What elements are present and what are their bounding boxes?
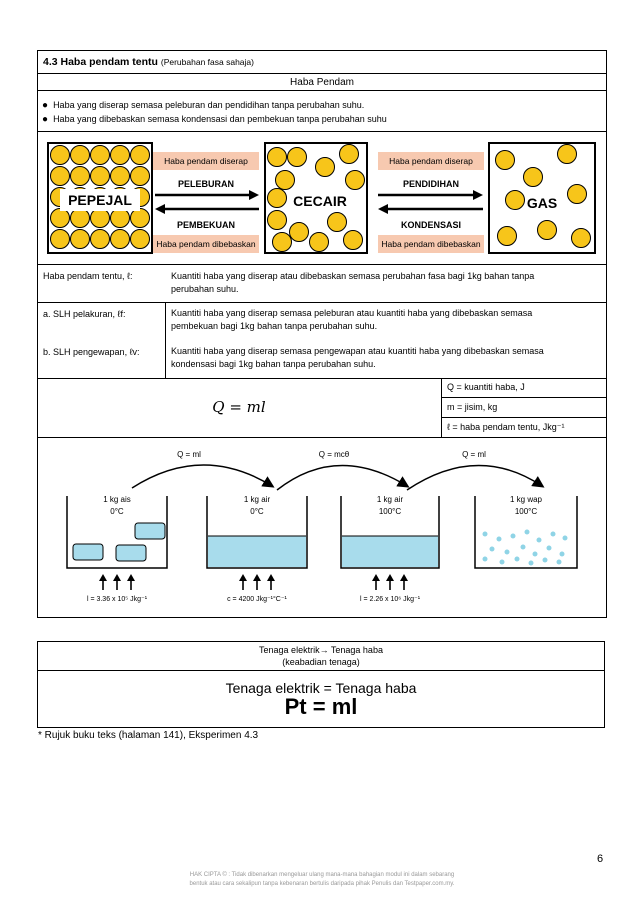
heat-arrow-head (267, 574, 275, 581)
water (342, 536, 438, 567)
particle (558, 145, 577, 164)
ice-cube (116, 545, 146, 561)
particle (316, 158, 335, 177)
particle (572, 229, 591, 248)
particle (525, 530, 530, 535)
definition-text: Kuantiti haba yang diserap semasa peleburan atau kuantiti haba yang dibebaskan semasa pembekuan bagi 1kg bahan tanpa perubahan suhu. (171, 308, 533, 331)
arrow-label: Q = mcθ (318, 450, 350, 459)
process-freezing: PEMBEKUAN (176, 220, 236, 230)
particle (268, 211, 287, 230)
divider (37, 670, 605, 671)
particle (276, 171, 295, 190)
process-arrow (407, 465, 542, 490)
particle (490, 547, 495, 552)
ice-cube (135, 523, 165, 539)
particle (131, 167, 150, 186)
particle (91, 209, 110, 228)
divider (441, 378, 442, 437)
particle (346, 171, 365, 190)
particle (551, 532, 556, 537)
particle (268, 148, 287, 167)
heat-arrow-head (239, 574, 247, 581)
divider (37, 378, 607, 379)
particle (111, 230, 130, 249)
state-label-solid: PEPEJAL (68, 192, 132, 208)
particle (131, 146, 150, 165)
state-label-liquid: CECAIR (293, 193, 347, 209)
divider (37, 264, 607, 265)
arrow-label: Q = ml (462, 450, 486, 459)
reference-note: * Rujuk buku teks (halaman 141), Eksperimen 4.3 (38, 730, 259, 741)
heat-arrow-head (386, 574, 394, 581)
energy-line2: (keabadian tenaga) (282, 657, 360, 667)
definition-label: Haba pendam tentu, ℓ: (43, 271, 133, 281)
absorbed-label: Haba pendam diserap (164, 156, 248, 166)
particle (290, 223, 309, 242)
process-boiling: PENDIDIHAN (402, 179, 460, 189)
particle (498, 227, 517, 246)
particle (538, 221, 557, 240)
beaker-constant: l = 2.26 x 10⁶ Jkg⁻¹ (359, 596, 421, 603)
beaker-label: 1 kg air (376, 495, 404, 504)
heat-arrow-head (253, 574, 261, 581)
particle (51, 209, 70, 228)
definition-text: Kuantiti haba yang diserap semasa pengewapan atau kuantiti haba yang dibebaskan semasa kondensasi bagi 1kg bahan tanpa perubahan suhu. (171, 346, 544, 369)
definition-label: a. SLH pelakuran, ℓf: (43, 309, 126, 319)
formula-legend-item: Q = kuantiti haba, J (447, 382, 525, 392)
divider (441, 417, 607, 418)
particle (51, 167, 70, 186)
energy-equation: Tenaga elektrik = Tenaga haba (225, 680, 417, 696)
table-header: Haba Pendam (290, 77, 354, 88)
absorbed-label: Haba pendam diserap (389, 156, 473, 166)
particle (505, 550, 510, 555)
formula-legend-item: m = jisim, kg (447, 402, 498, 412)
divider (441, 397, 607, 398)
divider (37, 90, 607, 91)
particle (344, 231, 363, 250)
particle (560, 552, 565, 557)
released-label: Haba pendam dibebaskan (156, 239, 256, 249)
heat-arrow-head (127, 574, 135, 581)
formula-legend-item: ℓ = haba pendam tentu, Jkg⁻¹ (447, 422, 565, 432)
particle (483, 532, 488, 537)
heat-arrow-head (372, 574, 380, 581)
divider (165, 302, 166, 378)
particle (563, 536, 568, 541)
vapor-dots (483, 530, 568, 566)
particle (111, 146, 130, 165)
particle (521, 545, 526, 550)
subtitle-text: (Perubahan fasa sahaja) (160, 57, 254, 67)
heat-arrow-head (113, 574, 121, 581)
particle (557, 560, 562, 565)
beaker-label: 1 kg ais (103, 495, 131, 504)
particle (310, 233, 329, 252)
particle (511, 534, 516, 539)
heating-diagram (37, 438, 607, 618)
copyright-line: HAK CIPTA © : Tidak dibenarkan mengeluar ulang mana-mana bahagian modul ini dalam sebarang (189, 872, 455, 878)
particle (537, 538, 542, 543)
beaker-constant: l = 3.36 x 10⁵ Jkg⁻¹ (86, 596, 148, 603)
particle (131, 209, 150, 228)
particle (91, 230, 110, 249)
particle (71, 230, 90, 249)
formula-equation: Q = ml (212, 398, 266, 416)
particle (111, 209, 130, 228)
state-label-gas: GAS (526, 195, 558, 211)
particle (268, 189, 287, 208)
water (208, 536, 306, 567)
heat-arrow-head (99, 574, 107, 581)
particle (500, 560, 505, 565)
phase-diagram (37, 132, 607, 264)
particle (51, 230, 70, 249)
particle (328, 213, 347, 232)
bullet-item: ● Haba yang dibebaskan semasa kondensasi dan pembekuan tanpa perubahan suhu (42, 114, 387, 125)
particle (71, 167, 90, 186)
particle (533, 552, 538, 557)
copyright-line: bentuk atau cara sekalipun tanpa kebenaran bertulis daripada pihak Penulis dan Testpaper.com.my. (189, 881, 455, 887)
particle (547, 546, 552, 551)
beaker-temp: 0°C (250, 507, 264, 516)
heat-arrow-head (400, 574, 408, 581)
ice-cube (73, 544, 103, 560)
beaker-label: 1 kg air (243, 495, 271, 504)
particle (496, 151, 515, 170)
particle (515, 557, 520, 562)
particle (288, 148, 307, 167)
particle (524, 168, 543, 187)
beaker-temp: 100°C (378, 507, 402, 516)
process-arrow (132, 465, 272, 488)
particle (111, 167, 130, 186)
particle (506, 191, 525, 210)
particle (568, 185, 587, 204)
process-condensation: KONDENSASI (400, 220, 462, 230)
section-title (43, 56, 254, 68)
particle (273, 233, 292, 252)
released-label: Haba pendam dibebaskan (381, 239, 481, 249)
divider (37, 73, 607, 74)
particle (131, 230, 150, 249)
particle (483, 557, 488, 562)
beaker-constant: c = 4200 Jkg⁻¹°C⁻¹ (227, 596, 287, 603)
bullet-item: ● Haba yang diserap semasa peleburan dan pendidihan tanpa perubahan suhu. (42, 100, 365, 111)
heat-arrows (99, 574, 408, 590)
particle (51, 146, 70, 165)
process-melting: PELEBURAN (177, 179, 235, 189)
title-text: 4.3 Haba pendam tentu (43, 56, 158, 68)
process-arrow (277, 465, 407, 490)
particle (529, 561, 534, 566)
particle (340, 145, 359, 164)
beaker-label: 1 kg wap (509, 495, 543, 504)
particle (71, 146, 90, 165)
beaker-temp: 100°C (514, 507, 538, 516)
particle (91, 146, 110, 165)
divider (37, 302, 607, 303)
particle (91, 167, 110, 186)
arrow-label: Q = ml (177, 450, 201, 459)
page-number: 6 (597, 853, 604, 865)
particle (543, 558, 548, 563)
beaker-temp: 0°C (110, 507, 124, 516)
energy-formula: Pt = ml (284, 694, 358, 719)
energy-line1: Tenaga elektrik→ Tenaga haba (259, 645, 383, 655)
particle (497, 537, 502, 542)
definition-label: b. SLH pengewapan, ℓv: (43, 347, 140, 357)
particle (71, 209, 90, 228)
definition-text: Kuantiti haba yang diserap atau dibebaskan semasa perubahan fasa bagi 1kg bahan tanpa perubahan suhu. (171, 271, 535, 294)
